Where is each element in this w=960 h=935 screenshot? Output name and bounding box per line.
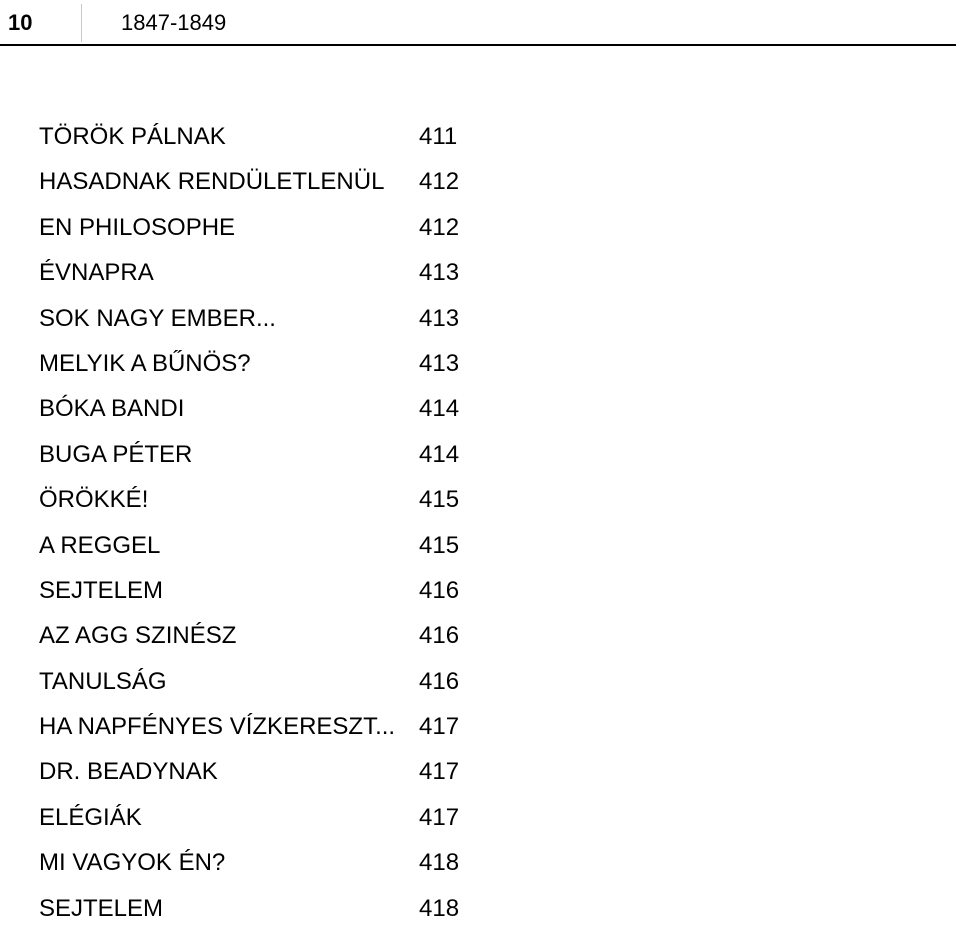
toc-entry-page: 418 [419,849,460,877]
toc-entry-page: 413 [419,259,460,287]
toc-entry-page: 413 [419,349,460,377]
toc-entry-page: 414 [419,440,460,468]
toc-entry-title: DR. BEADYNAK [39,758,218,786]
toc-entry-page: 415 [419,531,460,559]
toc-entry-page: 417 [419,713,460,741]
toc-entry [39,663,479,708]
toc-entry-page: 415 [419,486,460,514]
toc-entry [39,844,479,889]
toc-entry-title: MELYIK A BŰNÖS? [39,349,251,377]
toc-entry-page: 416 [419,667,460,695]
toc-entry [39,118,479,163]
toc-entry-page: 416 [419,622,460,650]
toc-entry [39,163,479,208]
toc-entry [39,209,479,254]
toc-entry [39,254,479,299]
toc-entry-page: 412 [419,213,460,241]
toc-entry [39,572,479,617]
year-range: 1847-1849 [121,10,227,35]
toc-entry-title: ELÉGIÁK [39,803,142,831]
toc-entry-title: SEJTELEM [39,894,164,922]
toc-entry-title: TANULSÁG [39,667,167,695]
toc-entry [39,481,479,526]
toc-entry-title: BUGA PÉTER [39,440,193,468]
toc-entry [39,753,479,798]
toc-entry-page: 416 [419,576,460,604]
toc-entry-title: AZ AGG SZINÉSZ [39,622,237,650]
toc-entry-title: ÖRÖKKÉ! [39,486,149,514]
table-of-contents [39,118,479,935]
page-number: 10 [8,10,33,35]
toc-entry-page: 412 [419,168,460,196]
toc-entry-page: 418 [419,894,460,922]
page-header [0,0,956,46]
toc-entry-title: SEJTELEM [39,576,164,604]
toc-entry-page: 414 [419,395,460,423]
toc-entry [39,617,479,662]
toc-entry [39,890,479,935]
toc-entry-title: HASADNAK RENDÜLETLENÜL [39,168,385,196]
toc-entry-page: 417 [419,803,460,831]
toc-entry [39,708,479,753]
toc-entry-title: A REGGEL [39,531,161,559]
toc-entry-title: MI VAGYOK ÉN? [39,849,226,877]
toc-entry-title: SOK NAGY EMBER... [39,304,276,332]
toc-entry [39,390,479,435]
toc-entry-title: HA NAPFÉNYES VÍZKERESZT... [39,713,396,741]
toc-entry [39,300,479,345]
toc-entry-title: EN PHILOSOPHE [39,213,236,241]
header-divider [81,4,82,42]
toc-entry-page: 417 [419,758,460,786]
toc-entry-title: ÉVNAPRA [39,259,154,287]
toc-entry-page: 413 [419,304,460,332]
toc-entry-page: 411 [419,123,458,150]
toc-entry [39,799,479,844]
toc-entry [39,527,479,572]
toc-entry-title: BÓKA BANDI [39,395,185,423]
toc-entry [39,436,479,481]
toc-entry [39,345,479,390]
toc-entry-title: TÖRÖK PÁLNAK [39,123,226,150]
